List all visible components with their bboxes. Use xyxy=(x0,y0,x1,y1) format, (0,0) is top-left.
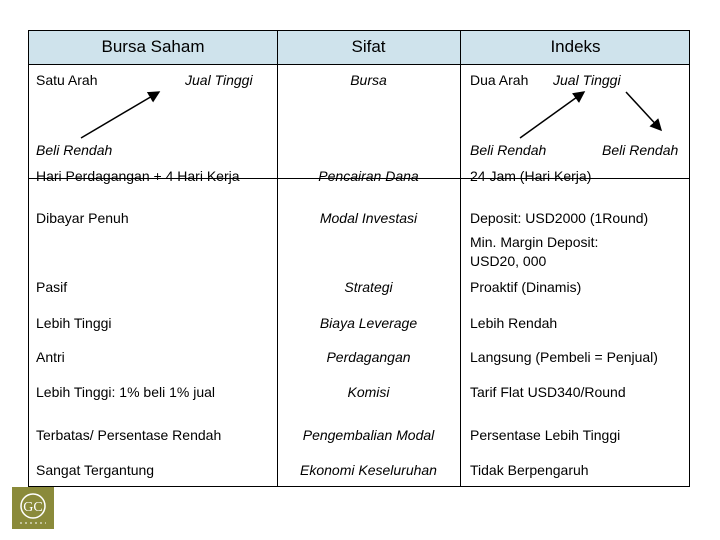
row-right: USD20, 000 xyxy=(470,253,547,269)
row-left: Lebih Tinggi xyxy=(36,315,112,331)
row-middle: Komisi xyxy=(347,384,390,400)
row-left: Antri xyxy=(36,349,65,365)
row-right: Persentase Lebih Tinggi xyxy=(470,427,621,443)
row-left: Dibayar Penuh xyxy=(36,210,129,226)
right-bottom-left-label: Beli Rendah xyxy=(470,142,547,158)
row-middle: Pencairan Dana xyxy=(318,168,419,184)
header-indeks: Indeks xyxy=(550,37,601,56)
row-right: 24 Jam (Hari Kerja) xyxy=(470,168,592,184)
row-middle: Ekonomi Keseluruhan xyxy=(300,462,437,478)
row-right: Proaktif (Dinamis) xyxy=(470,279,582,295)
header-sifat: Sifat xyxy=(351,37,386,56)
row-middle: Pengembalian Modal xyxy=(302,427,435,443)
left-bottom-label: Beli Rendah xyxy=(36,142,113,158)
row-left: Sangat Tergantung xyxy=(36,462,155,478)
row-left: Pasif xyxy=(36,279,68,295)
row-right: Deposit: USD2000 (1Round) xyxy=(470,210,649,226)
row-middle: Perdagangan xyxy=(326,349,411,365)
trend-arrows xyxy=(29,31,691,181)
right-bottom-right-label: Beli Rendah xyxy=(602,142,679,158)
row-left: Terbatas/ Persentase Rendah xyxy=(36,427,222,443)
left-low-label: Satu Arah xyxy=(36,72,98,88)
row-middle: Strategi xyxy=(344,279,393,295)
row-left: Lebih Tinggi: 1% beli 1% jual xyxy=(36,384,216,400)
middle-bursa-label: Bursa xyxy=(350,72,387,88)
up-arrow xyxy=(520,92,584,138)
down-arrow xyxy=(626,92,661,130)
row-right: Min. Margin Deposit: xyxy=(470,234,599,250)
right-high-label: Jual Tinggi xyxy=(553,72,621,88)
row-right: Langsung (Pembeli = Penjual) xyxy=(470,349,658,365)
up-arrow xyxy=(81,92,159,138)
comparison-table xyxy=(28,30,690,487)
company-logo xyxy=(12,487,54,529)
row-middle: Modal Investasi xyxy=(319,210,418,226)
row-middle: Biaya Leverage xyxy=(319,315,418,331)
row-right: Tidak Berpengaruh xyxy=(470,462,589,478)
logo-text: GC xyxy=(23,500,43,515)
left-high-label: Jual Tinggi xyxy=(185,72,253,88)
row-right: Tarif Flat USD340/Round xyxy=(470,384,626,400)
row-right: Lebih Rendah xyxy=(470,315,558,331)
row-left: Hari Perdagangan + 4 Hari Kerja xyxy=(36,168,240,184)
right-low-label: Dua Arah xyxy=(470,72,529,88)
header-bursa-saham: Bursa Saham xyxy=(101,37,205,56)
